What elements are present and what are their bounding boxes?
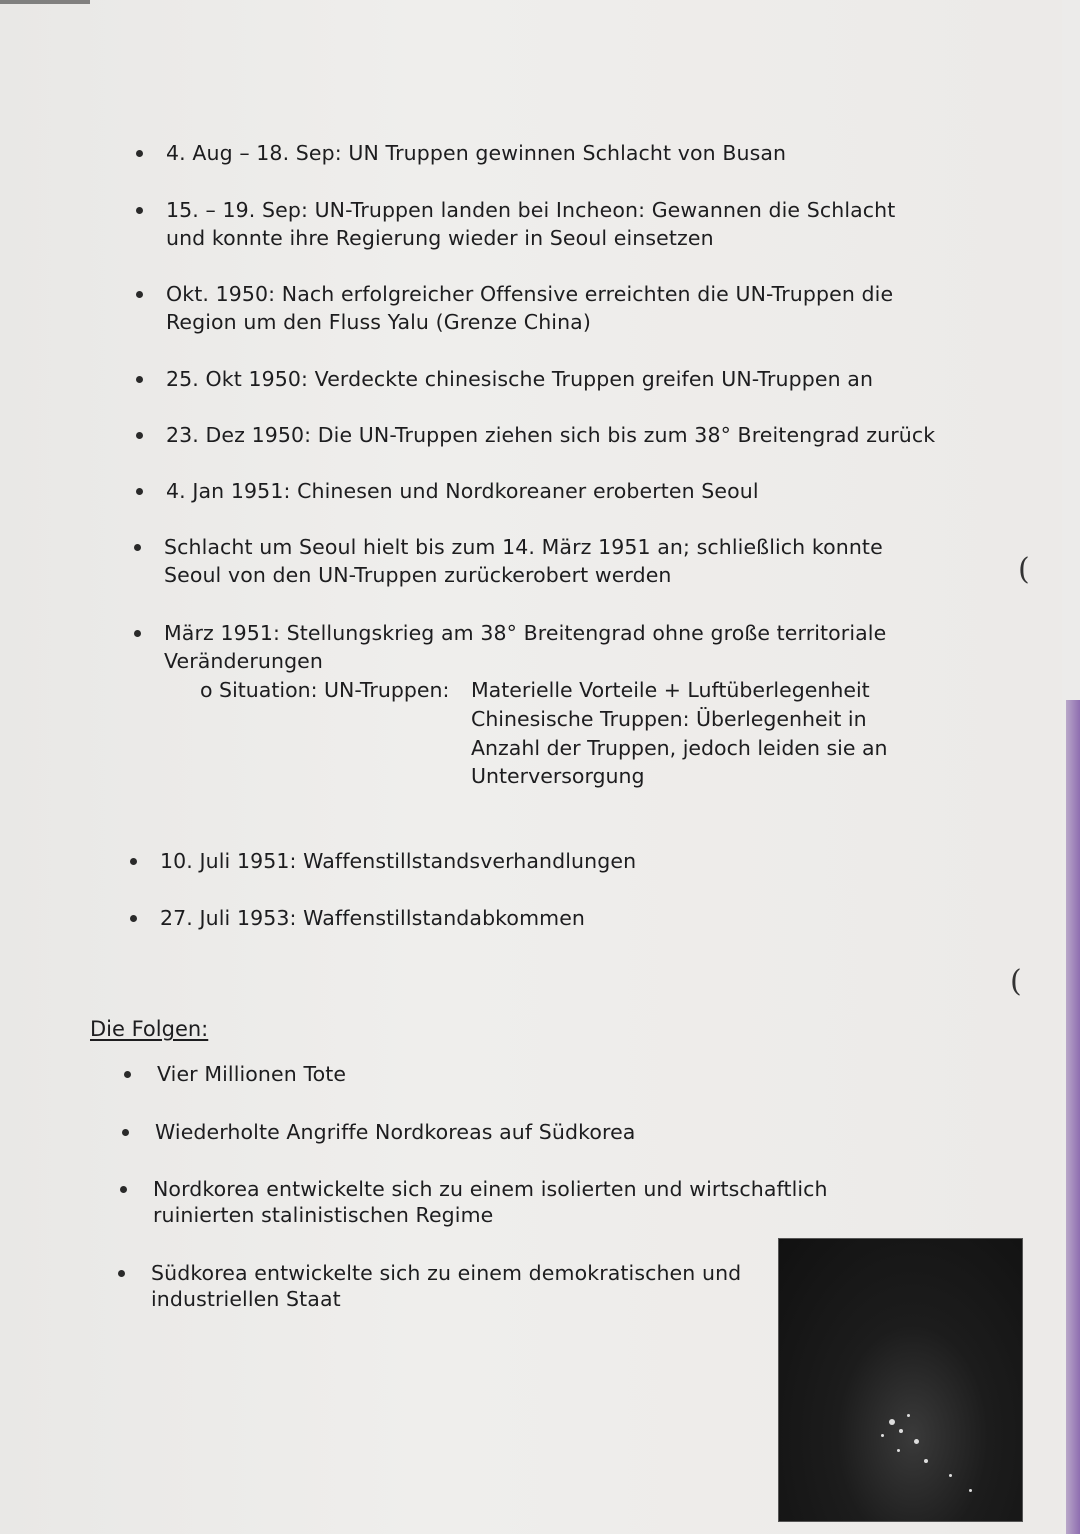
situation-line: Unterversorgung	[471, 764, 645, 788]
consequence-item-continued: industriellen Staat	[151, 1287, 341, 1311]
event-item: 4. Aug – 18. Sep: UN Truppen gewinnen Schlacht von Busan	[166, 141, 787, 165]
event-item: März 1951: Stellungskrieg am 38° Breitengrad ohne große territoriale	[164, 621, 887, 645]
bullet-icon	[136, 432, 143, 439]
event-item-continued: Seoul von den UN-Truppen zurückerobert werden	[164, 563, 672, 587]
event-item: 27. Juli 1953: Waffenstillstandabkommen	[160, 906, 586, 930]
satellite-photo	[778, 1238, 1023, 1522]
event-item: 25. Okt 1950: Verdeckte chinesische Truppen greifen UN-Truppen an	[166, 367, 874, 391]
margin-mark: (	[1018, 552, 1030, 587]
situation-line: Chinesische Truppen: Überlegenheit in	[471, 707, 867, 731]
event-item-continued: Region um den Fluss Yalu (Grenze China)	[166, 310, 591, 334]
bullet-icon	[136, 207, 143, 214]
bullet-icon	[130, 915, 137, 922]
situation-line: Anzahl der Truppen, jedoch leiden sie an	[471, 736, 888, 760]
event-item-continued: und konnte ihre Regierung wieder in Seoul einsetzen	[166, 226, 714, 250]
consequences-heading: Die Folgen:	[90, 1017, 209, 1041]
event-item: Okt. 1950: Nach erfolgreicher Offensive erreichten die UN-Truppen die	[166, 282, 894, 306]
event-item: 4. Jan 1951: Chinesen und Nordkoreaner eroberten Seoul	[166, 479, 759, 503]
bullet-icon	[136, 150, 143, 157]
margin-mark: (	[1010, 964, 1022, 999]
event-item: 15. – 19. Sep: UN-Truppen landen bei Incheon: Gewannen die Schlacht	[166, 198, 896, 222]
bullet-icon	[120, 1186, 127, 1193]
edge-mark	[0, 0, 90, 4]
consequence-item-continued: ruinierten stalinistischen Regime	[153, 1203, 494, 1227]
event-item: 23. Dez 1950: Die UN-Truppen ziehen sich bis zum 38° Breitengrad zurück	[166, 423, 936, 447]
bullet-icon	[124, 1071, 131, 1078]
consequence-item: Südkorea entwickelte sich zu einem demokratischen und	[151, 1261, 742, 1285]
bullet-icon	[134, 630, 141, 637]
consequence-item: Vier Millionen Tote	[157, 1062, 347, 1086]
event-item: Schlacht um Seoul hielt bis zum 14. März 1951 an; schließlich konnte	[164, 535, 883, 559]
situation-line: Materielle Vorteile + Luftüberlegenheit	[471, 678, 870, 702]
bullet-icon	[134, 544, 141, 551]
bullet-icon	[136, 376, 143, 383]
bullet-icon	[122, 1129, 129, 1136]
consequence-item: Nordkorea entwickelte sich zu einem isolierten und wirtschaftlich	[153, 1177, 828, 1201]
bullet-icon	[136, 488, 143, 495]
background-edge	[1066, 700, 1080, 1534]
consequence-item: Wiederholte Angriffe Nordkoreas auf Südkorea	[155, 1120, 636, 1144]
event-item: 10. Juli 1951: Waffenstillstandsverhandlungen	[160, 849, 637, 873]
event-item-continued: Veränderungen	[164, 649, 323, 673]
bullet-icon	[136, 291, 143, 298]
bullet-icon	[130, 858, 137, 865]
situation-label: o Situation: UN-Truppen:	[200, 678, 450, 702]
bullet-icon	[118, 1270, 125, 1277]
